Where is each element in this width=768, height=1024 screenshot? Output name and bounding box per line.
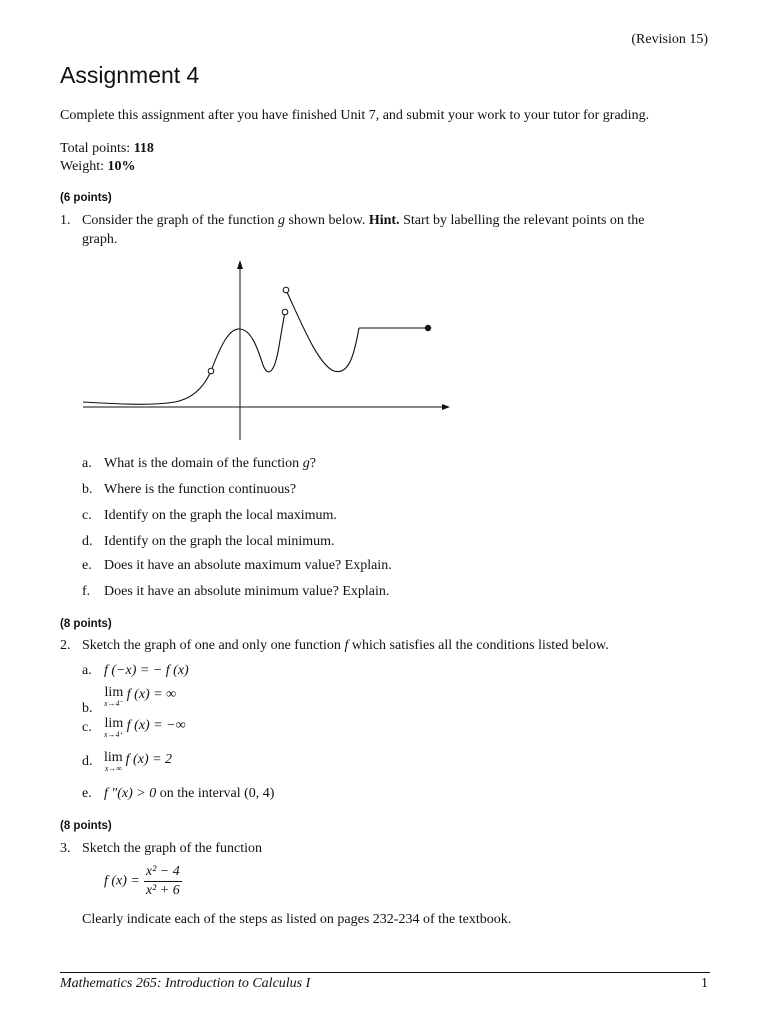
limit-expression: lim x→4⁻ [104,685,124,708]
q1-points: (6 points) [60,192,112,204]
y-axis-arrow [237,260,243,269]
q2-part-c: c. lim x→4⁺ f (x) = −∞ [82,716,186,739]
q1-text: 1. Consider the graph of the function g shown below. Hint. Start by labelling the relevant points on the graph. [60,213,645,247]
q2-part-a: a. f (−x) = − f (x) [82,663,189,678]
open-point [282,309,288,315]
q2-part-d: d. lim x→∞ f (x) = 2 [82,750,173,773]
q1-part-c: c. Identify on the graph the local maximum. [82,508,337,523]
footer-course: Mathematics 265: Introduction to Calculus I [60,976,311,991]
total-points-value: 118 [133,141,154,156]
q2-text: 2. Sketch the graph of one and only one function f which satisfies all the conditions listed below. [60,638,609,653]
limit-expression: lim x→∞ [104,750,123,773]
open-point [283,287,289,293]
page-number: 1 [701,976,708,991]
revision-label: (Revision 15) [631,32,708,47]
weight-value: 10% [107,159,136,174]
weight: Weight: 10% [60,159,136,174]
q2-points: (8 points) [60,618,112,630]
q2-part-b: b. lim x→4⁻ f (x) = ∞ [82,685,177,717]
q3-note: Clearly indicate each of the steps as listed on pages 232-234 of the textbook. [82,912,512,927]
x-axis-arrow [442,404,450,410]
q3-points: (8 points) [60,820,112,832]
q1-part-a: a. What is the domain of the function g? [82,456,316,471]
limit-expression: lim x→4⁺ [104,716,124,739]
q1-part-b: b. Where is the function continuous? [82,482,297,497]
open-point [208,368,214,374]
total-points: Total points: 118 [60,141,154,156]
curve-right [286,290,359,372]
q1-part-d: d. Identify on the graph the local minimum. [82,534,335,549]
closed-point [425,325,431,331]
q2-part-e: e. f ″(x) > 0 on the interval (0, 4) [82,786,275,801]
fraction: $\frac{\text{x² − 4}}{\text{x² + 6}}$ [145,864,180,898]
footer-divider [60,972,710,973]
curve-middle [211,312,285,372]
q1-part-e: e. Does it have an absolute maximum value? Explain. [82,558,392,573]
page-title: Assignment 4 [60,62,200,88]
q3-formula: f (x) = $\frac{\text{x² − 4}}{\text{x² + 6}}$ [104,864,180,898]
intro-text: Complete this assignment after you have finished Unit 7, and submit your work to your tutor for grading. [60,108,650,123]
q1-part-f: f. Does it have an absolute minimum value? Explain. [82,584,390,599]
curve-left-tail [83,371,211,404]
q3-text: 3. Sketch the graph of the function [60,841,263,856]
